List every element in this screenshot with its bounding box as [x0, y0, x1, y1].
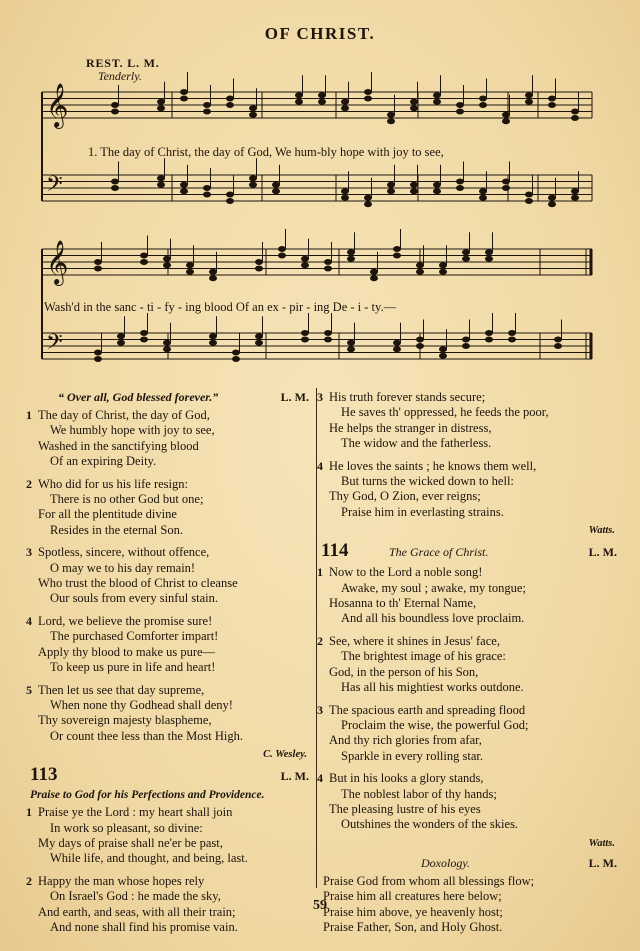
doxology-heading	[321, 856, 621, 874]
notehead	[255, 333, 263, 339]
notehead	[525, 99, 533, 105]
notehead	[502, 179, 510, 185]
stanza-line-text: The day of Christ, the day of God,	[38, 408, 210, 422]
stanza-line: The brightest image of his grace:	[341, 649, 506, 664]
doxology-line: Praise God from whom all blessings flow;	[323, 873, 535, 888]
notehead	[462, 249, 470, 255]
notehead	[226, 192, 234, 198]
notehead	[203, 102, 211, 108]
notehead	[272, 188, 280, 194]
notehead	[387, 118, 395, 124]
notehead	[163, 256, 171, 262]
notehead	[324, 337, 332, 343]
notehead	[485, 337, 493, 343]
stanza-line: Sparkle in every rolling star.	[341, 748, 483, 763]
notehead	[416, 343, 424, 349]
notehead	[324, 330, 332, 336]
notehead	[456, 179, 464, 185]
notehead	[502, 112, 510, 118]
notehead	[111, 102, 119, 108]
stanza-number: 4	[26, 613, 32, 628]
notehead	[571, 188, 579, 194]
stanza-number: 3	[317, 702, 323, 717]
stanza-line	[26, 613, 313, 629]
stanza-line	[26, 682, 313, 698]
stanza-line	[317, 702, 621, 718]
notehead	[226, 198, 234, 204]
notehead	[301, 330, 309, 336]
stanza-line: Has all his mightiest works outdone.	[341, 680, 524, 695]
notehead	[301, 256, 309, 262]
notehead	[347, 256, 355, 262]
notehead	[157, 99, 165, 105]
notehead	[94, 266, 102, 272]
hymn-113-subtitle: Praise to God for his Perfections and Providence.	[30, 789, 265, 802]
stanza-line: Or count thee less than the Most High.	[50, 728, 244, 743]
hymn-113-continued	[317, 390, 621, 520]
notehead	[186, 269, 194, 275]
stanza-line-text: See, where it shines in Jesus' face,	[329, 633, 500, 648]
notehead	[433, 182, 441, 188]
notehead	[324, 259, 332, 265]
stanza	[317, 390, 621, 452]
stanza-line: He helps the stranger in distress,	[329, 420, 492, 435]
notehead	[318, 99, 326, 105]
notehead	[278, 253, 286, 259]
hymn-113-number: 113	[30, 764, 58, 786]
notehead	[479, 96, 487, 102]
stanza-line: There is no other God but one;	[50, 492, 204, 507]
stanza-line: Of an expiring Deity.	[50, 454, 157, 469]
notehead	[157, 182, 165, 188]
notehead	[347, 249, 355, 255]
stanza-line-text: His truth forever stands secure;	[329, 390, 486, 404]
notehead	[416, 269, 424, 275]
stanza-number: 3	[317, 390, 323, 404]
doxology-line: Praise him above, ye heavenly host;	[323, 904, 503, 919]
notehead	[249, 182, 257, 188]
stanza-line-text: Lord, we believe the promise sure!	[38, 613, 213, 628]
notehead	[341, 188, 349, 194]
notehead	[180, 188, 188, 194]
stanza	[317, 458, 621, 521]
notehead	[301, 337, 309, 343]
stanza	[26, 545, 313, 607]
stanza-line-text: Praise ye the Lord : my heart shall join	[38, 805, 233, 820]
notehead	[364, 89, 372, 95]
stanza-line: God, in the person of his Son,	[329, 664, 479, 679]
notehead	[479, 195, 487, 201]
stanza-line	[317, 390, 621, 405]
stanza-line: The widow and the fatherless.	[341, 436, 492, 451]
notehead	[456, 185, 464, 191]
stanza-line-text: Happy the man whose hopes rely	[38, 873, 205, 888]
notehead	[571, 109, 579, 115]
notehead	[571, 115, 579, 121]
notehead	[554, 343, 562, 349]
stanza-line: O may we to his day remain!	[50, 560, 196, 575]
notehead	[324, 266, 332, 272]
notehead	[433, 188, 441, 194]
notehead	[341, 105, 349, 111]
notehead	[525, 92, 533, 98]
notehead	[416, 337, 424, 343]
notehead	[364, 96, 372, 102]
notehead	[295, 92, 303, 98]
notehead	[525, 192, 533, 198]
stanza-line: He saves th' oppressed, he feeds the poor,	[341, 405, 549, 420]
stanza-line: Awake, my soul ; awake, my tongue;	[341, 580, 526, 595]
treble-clef: 𝄞	[46, 83, 69, 127]
notehead	[140, 330, 148, 336]
notehead	[209, 269, 217, 275]
stanza-line: My days of praise shall ne'er be past,	[38, 835, 223, 850]
notehead	[140, 337, 148, 343]
notehead	[439, 262, 447, 268]
notehead	[209, 340, 217, 346]
notehead	[393, 253, 401, 259]
stanza-line: But turns the wicked down to hell:	[341, 474, 514, 489]
stanza-number: 2	[26, 476, 32, 491]
notehead	[410, 99, 418, 105]
notehead	[502, 118, 510, 124]
notehead	[370, 275, 378, 281]
notehead	[163, 340, 171, 346]
notehead	[301, 262, 309, 268]
notehead	[157, 105, 165, 111]
notehead	[180, 89, 188, 95]
stanza-number: 1	[26, 805, 32, 820]
hymn-114-author: Watts.	[588, 837, 615, 849]
notehead	[140, 253, 148, 259]
stanza-line: We humbly hope with joy to see,	[50, 423, 215, 438]
stanza	[26, 408, 313, 470]
notehead	[272, 182, 280, 188]
notehead	[502, 185, 510, 191]
notehead	[249, 112, 257, 118]
stanza-line: When none thy Godhead shall deny!	[50, 697, 233, 712]
notehead	[548, 201, 556, 207]
stanza-line-text: Then let us see that day supreme,	[38, 682, 205, 697]
notehead	[364, 201, 372, 207]
stanza-line	[26, 476, 313, 492]
notehead	[508, 337, 516, 343]
notehead	[456, 102, 464, 108]
stanza-number: 1	[317, 565, 323, 580]
stanza-line: And none shall find his promise vain.	[50, 919, 238, 934]
hymn-114-heading	[321, 540, 621, 565]
stanza-line: Our souls from every sinful stain.	[50, 591, 219, 606]
notehead	[232, 356, 240, 362]
stanza-line-text: He loves the saints ; he knows them well,	[329, 458, 537, 473]
notehead	[508, 330, 516, 336]
notehead	[479, 102, 487, 108]
stanza	[317, 633, 621, 696]
hymn-112-meter: L. M.	[280, 390, 309, 404]
music-score	[0, 0, 640, 390]
bass-clef: 𝄢	[46, 172, 63, 202]
notehead	[485, 249, 493, 255]
doxology-title: Doxology.	[421, 855, 470, 870]
hymn-113-heading	[30, 764, 313, 789]
stanza-number: 3	[26, 545, 32, 560]
stanza-number: 4	[317, 458, 323, 473]
lyric-line-2: Wash'd in the sanc - ti - fy - ing blood Of an ex - pir - ing De - i - ty.—	[44, 300, 397, 314]
notehead	[439, 346, 447, 352]
notehead	[410, 188, 418, 194]
notehead	[347, 346, 355, 352]
notehead	[255, 266, 263, 272]
notehead	[387, 182, 395, 188]
notehead	[433, 92, 441, 98]
stanza-line: Hosanna to th' Eternal Name,	[329, 596, 476, 611]
notehead	[410, 105, 418, 111]
notehead	[117, 333, 125, 339]
notehead	[249, 105, 257, 111]
stanza-line: And earth, and seas, with all their train;	[38, 904, 236, 919]
hymn-113-meter: L. M.	[280, 769, 309, 784]
notehead	[554, 337, 562, 343]
notehead	[393, 346, 401, 352]
stanza-number: 5	[26, 682, 32, 697]
stanza	[317, 702, 621, 765]
stanza-line: For all the plentitude divine	[38, 507, 177, 522]
hymn-112-title: “ Over all, God blessed forever.”	[58, 390, 219, 404]
notehead	[94, 259, 102, 265]
stanza-line: Thy God, O Zion, ever reigns;	[329, 489, 481, 504]
stanza-line-text: The spacious earth and spreading flood	[329, 702, 526, 717]
stanza	[317, 771, 621, 833]
lyric-line-1: 1. The day of Christ, the day of God, We hum-bly hope with joy to see,	[88, 145, 444, 159]
notehead	[370, 269, 378, 275]
stanza-line	[26, 805, 313, 820]
stanza-line	[317, 458, 621, 474]
notehead	[209, 275, 217, 281]
notehead	[94, 356, 102, 362]
notehead	[203, 109, 211, 115]
hymn-113-stanzas	[26, 805, 313, 935]
hymn-114-meter: L. M.	[588, 545, 617, 560]
stanza-line: Washed in the sanctifying blood	[38, 438, 199, 453]
notehead	[318, 92, 326, 98]
stanza-number: 1	[26, 408, 32, 422]
notehead	[571, 195, 579, 201]
notehead	[163, 262, 171, 268]
notehead	[433, 99, 441, 105]
page-number: 59	[313, 898, 327, 913]
notehead	[255, 340, 263, 346]
notehead	[232, 350, 240, 356]
notehead	[111, 179, 119, 185]
stanza-line	[317, 565, 621, 580]
stanza-line: The purchased Comforter impart!	[50, 629, 219, 644]
stanza-line	[26, 408, 313, 423]
stanza-line: Praise him in everlasting strains.	[341, 504, 504, 519]
notehead	[180, 182, 188, 188]
hymn-113-author: Watts.	[588, 525, 615, 537]
notehead	[479, 188, 487, 194]
notehead	[341, 99, 349, 105]
bass-clef: 𝄢	[46, 330, 63, 360]
stanza-number: 4	[317, 771, 323, 786]
notehead	[140, 259, 148, 265]
notehead	[203, 192, 211, 198]
notehead	[209, 333, 217, 339]
stanza-line: On Israel's God : he made the sky,	[50, 889, 221, 904]
notehead	[462, 256, 470, 262]
notehead	[295, 99, 303, 105]
notehead	[111, 109, 119, 115]
page-header: OF CHRIST.	[264, 24, 376, 43]
stanza-line: And thy rich glories from afar,	[329, 733, 482, 748]
notehead	[117, 340, 125, 346]
notehead	[180, 96, 188, 102]
tempo-marking: Tenderly.	[98, 69, 142, 83]
stanza-line-text: Spotless, sincere, without offence,	[38, 545, 210, 560]
notehead	[525, 198, 533, 204]
notehead	[439, 353, 447, 359]
stanza-line: While life, and thought, and being, last.	[50, 851, 248, 866]
notehead	[439, 269, 447, 275]
hymn-114-stanzas	[317, 565, 621, 833]
stanza-line: Outshines the wonders of the skies.	[341, 817, 519, 832]
stanza-line: Thy sovereign majesty blaspheme,	[38, 713, 212, 728]
stanza-line: To keep us pure in life and heart!	[50, 660, 216, 675]
notehead	[416, 262, 424, 268]
stanza-line: Apply thy blood to make us pure—	[38, 644, 216, 659]
notehead	[456, 109, 464, 115]
notehead	[226, 96, 234, 102]
notehead	[278, 246, 286, 252]
notehead	[163, 346, 171, 352]
stanza-line: And all his boundless love proclaim.	[341, 611, 525, 626]
notehead	[157, 175, 165, 181]
hymn-112-author: C. Wesley.	[263, 749, 307, 761]
notehead	[393, 246, 401, 252]
notehead	[249, 175, 257, 181]
stanza-line	[317, 771, 621, 786]
hymn-112-heading	[30, 390, 313, 408]
notehead	[548, 195, 556, 201]
notehead	[226, 102, 234, 108]
stanza-line	[26, 545, 313, 560]
doxology-meter: L. M.	[588, 855, 617, 870]
stanza-line: Who trust the blood of Christ to cleanse	[38, 576, 238, 591]
stanza-line-text: But in his looks a glory stands,	[329, 771, 484, 786]
stanza	[26, 613, 313, 676]
hymn-114-number: 114	[321, 540, 349, 562]
notehead	[462, 337, 470, 343]
stanza-line: The noblest labor of thy hands;	[341, 786, 497, 801]
notehead	[548, 96, 556, 102]
stanza-number: 2	[317, 633, 323, 648]
doxology-line: Praise him all creatures here below;	[323, 889, 502, 904]
hymn-112-stanzas	[26, 408, 313, 744]
notehead	[341, 195, 349, 201]
tune-name: REST. L. M.	[86, 56, 160, 70]
notehead	[393, 340, 401, 346]
notehead	[387, 112, 395, 118]
stanza-line-text: Who did for us his life resign:	[38, 476, 188, 491]
stanza-line: Resides in the eternal Son.	[50, 522, 183, 537]
stanza	[26, 476, 313, 539]
stanza-line	[317, 633, 621, 649]
notehead	[410, 182, 418, 188]
stanza-line-text: Now to the Lord a noble song!	[329, 565, 483, 580]
stanza	[26, 682, 313, 745]
stanza-line	[26, 873, 313, 889]
notehead	[485, 256, 493, 262]
stanza-number: 2	[26, 873, 32, 888]
notehead	[485, 330, 493, 336]
stanza-line: Proclaim the wise, the powerful God;	[341, 717, 529, 732]
doxology-line: Praise Father, Son, and Holy Ghost.	[323, 919, 503, 934]
notehead	[364, 195, 372, 201]
notehead	[186, 262, 194, 268]
stanza-line: In work so pleasant, so divine:	[50, 820, 203, 835]
stanza	[26, 805, 313, 867]
notehead	[347, 340, 355, 346]
notehead	[94, 350, 102, 356]
notehead	[548, 102, 556, 108]
hymn-114-title: The Grace of Christ.	[389, 545, 489, 560]
stanza-line: The pleasing lustre of his eyes	[329, 801, 481, 816]
notehead	[255, 259, 263, 265]
notehead	[387, 188, 395, 194]
notehead	[462, 343, 470, 349]
left-column	[26, 390, 313, 942]
stanza	[317, 565, 621, 627]
notehead	[203, 185, 211, 191]
treble-clef: 𝄞	[46, 240, 69, 284]
notehead	[111, 185, 119, 191]
